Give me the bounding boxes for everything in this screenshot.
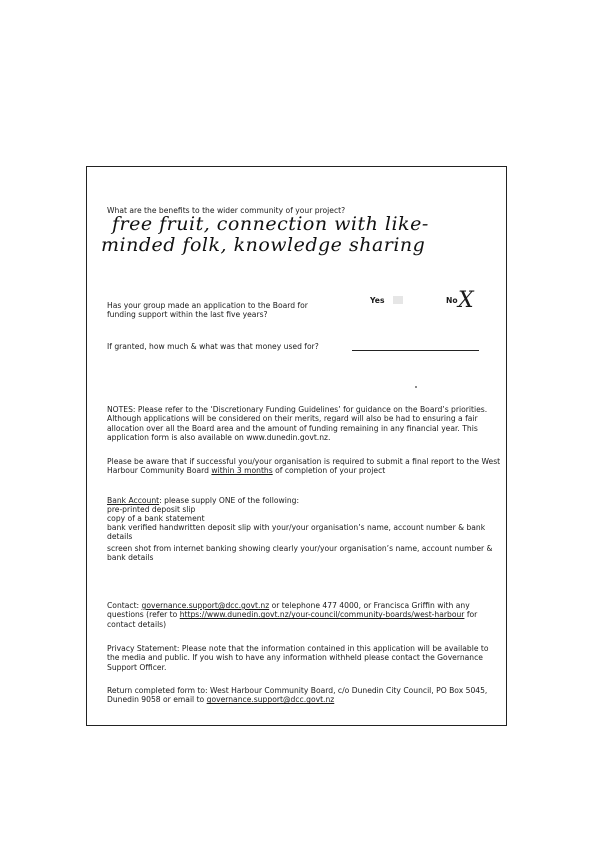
- granted-question: If granted, how much & what was that money used for?: [107, 342, 319, 351]
- contact-paragraph: [107, 601, 503, 629]
- bank-item-3: bank verified handwritten deposit slip with your/your organisation’s name, account number & bank details: [107, 523, 486, 542]
- return-text: Return completed form to: West Harbour Community Board, c/o Dunedin City Council, PO Box 5045, Dunedin 9058 or email to: [107, 686, 488, 705]
- contact-text-end: for contact details): [107, 610, 478, 629]
- benefits-answer-line-2: minded folk, knowledge sharing: [101, 234, 426, 256]
- prior-application-question-2: funding support within the last five years?: [107, 310, 268, 319]
- yes-option[interactable]: Yes: [370, 296, 385, 305]
- report-text-end: of completion of your project: [275, 466, 386, 476]
- benefits-answer-line-1: free fruit, connection with like-: [112, 213, 429, 235]
- bank-item-4: screen shot from internet banking showing clearly your/your organisation’s name, account number & bank details: [107, 544, 493, 563]
- no-option[interactable]: No: [446, 296, 458, 305]
- bank-item-2: copy of a bank statement: [107, 514, 205, 523]
- contact-email-link[interactable]: governance.support@dcc.govt.nz: [141, 601, 270, 610]
- notes-paragraph: NOTES: Please refer to the ‘Discretionary Funding Guidelines’ for guidance on the Board’s priorities. Although applications will be considered on their merits, regard will also be had to ensuring a fair allocation over all the Board area and the amount of funding remaining in any financial year. This application form is also available on www.dunedin.govt.nz.: [107, 405, 488, 442]
- scan-speck: [415, 386, 417, 388]
- report-deadline: within 3 months: [211, 466, 273, 476]
- yes-checkbox-scan-mark: [393, 296, 403, 304]
- return-email-link[interactable]: governance.support@dcc.govt.nz: [206, 695, 335, 705]
- contact-url-link[interactable]: https://www.dunedin.govt.nz/your-council/community-boards/west-harbour: [179, 610, 465, 620]
- contact-text: or telephone 477 4000, or Francisca Griffin with any questions (refer to: [107, 601, 470, 620]
- bank-heading: [107, 496, 299, 505]
- granted-answer-line[interactable]: [352, 350, 479, 351]
- report-paragraph: [107, 457, 503, 476]
- no-handwritten-mark: X: [458, 288, 474, 313]
- bank-heading-label: Bank Account: [107, 496, 160, 505]
- contact-label: Contact:: [107, 601, 140, 610]
- bank-heading-rest: : please supply ONE of the following:: [159, 496, 300, 505]
- benefits-question: What are the benefits to the wider community of your project?: [107, 206, 346, 215]
- privacy-statement: Privacy Statement: Please note that the information contained in this application will be available to the media and public. If you wish to have any information withheld please contact the Governance Support Officer.: [107, 644, 489, 672]
- return-paragraph: [107, 686, 503, 705]
- report-text-start: Please be aware that if successful you/your organisation is required to submit a final report to the West Harbour Community Board: [107, 457, 501, 476]
- bank-item-1: pre-printed deposit slip: [107, 505, 196, 514]
- prior-application-question-1: Has your group made an application to the Board for: [107, 301, 308, 310]
